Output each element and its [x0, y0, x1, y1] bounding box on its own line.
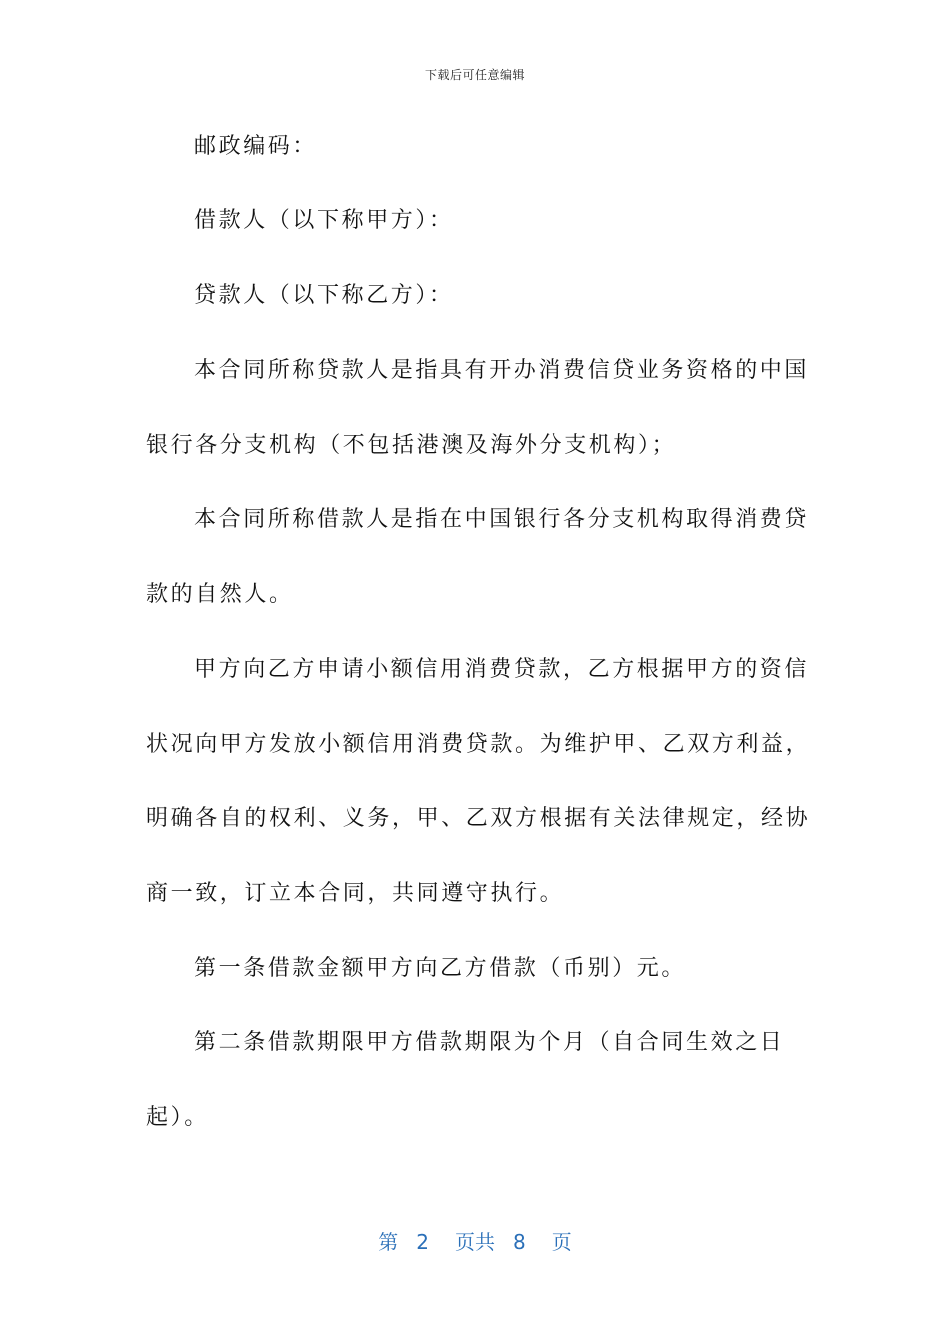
page-number: 2 — [416, 1230, 429, 1254]
page-suffix: 页 — [551, 1230, 572, 1254]
purpose-paragraph-line-4: 商一致，订立本合同，共同遵守执行。 — [146, 881, 565, 906]
header-note: 下载后可任意编辑 — [424, 68, 525, 82]
article-one-line: 第一条借款金额甲方向乙方借款（币别）元。 — [194, 956, 687, 981]
purpose-paragraph-line-1: 甲方向乙方申请小额信用消费贷款，乙方根据甲方的资信 — [194, 657, 810, 682]
page-mid-text: 页共 — [455, 1230, 495, 1254]
page-footer — [0, 1226, 950, 1255]
page-prefix: 第 — [378, 1230, 399, 1254]
postal-code-line: 邮政编码： — [194, 134, 318, 159]
purpose-paragraph-line-3: 明确各自的权利、义务，甲、乙双方根据有关法律规定，经协 — [146, 806, 811, 831]
purpose-paragraph-line-2: 状况向甲方发放小额信用消费贷款。为维护甲、乙双方利益， — [146, 732, 811, 757]
borrower-definition-line-2: 款的自然人。 — [146, 582, 294, 607]
lender-definition-line-2: 银行各分支机构（不包括港澳及海外分支机构）； — [146, 433, 677, 458]
article-two-line-2: 起）。 — [146, 1105, 209, 1130]
total-pages: 8 — [513, 1230, 526, 1254]
borrower-line: 借款人（以下称甲方）： — [194, 208, 454, 233]
lender-definition-line-1: 本合同所称贷款人是指具有开办消费信贷业务资格的中国 — [194, 358, 810, 383]
lender-line: 贷款人（以下称乙方）： — [194, 283, 454, 308]
borrower-definition-line-1: 本合同所称借款人是指在中国银行各分支机构取得消费贷 — [194, 507, 810, 532]
article-two-line-1: 第二条借款期限甲方借款期限为个月（自合同生效之日 — [194, 1030, 785, 1055]
